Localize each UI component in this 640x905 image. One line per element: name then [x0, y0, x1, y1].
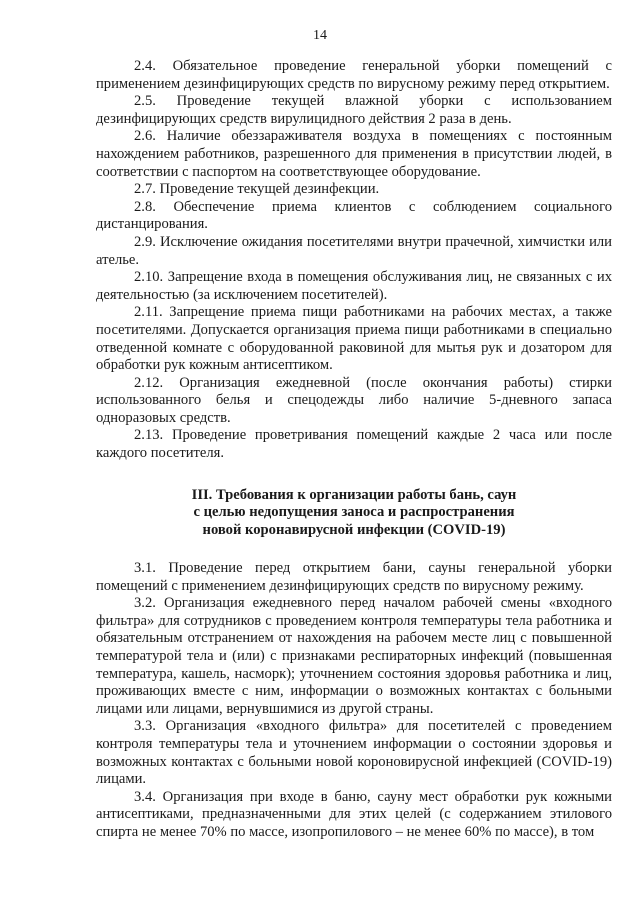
paragraph-2-5: 2.5. Проведение текущей влажной уборки с использованием дезинфицирующих средств вирулицидного действия 2 раза в день. [96, 93, 612, 127]
document-body [96, 58, 612, 842]
section-heading-line-3: новой коронавирусной инфекции (COVID-19) [202, 522, 506, 539]
paragraph-3-1: 3.1. Проведение перед открытием бани, сауны генеральной уборки помещений с применением дезинфицирующих средств по вирусному режиму. [96, 560, 612, 594]
paragraph-2-4: 2.4. Обязательное проведение генеральной уборки помещений с применением дезинфицирующих средств по вирусному режиму перед открытием. [96, 58, 612, 92]
paragraph-2-13: 2.13. Проведение проветривания помещений каждые 2 часа или после каждого посетителя. [96, 427, 612, 462]
section-heading-line-2: с целью недопущения заноса и распространения [193, 504, 515, 521]
section-heading-line-1: III. Требования к организации работы бань, саун [191, 486, 517, 503]
section-heading [96, 487, 612, 540]
paragraph-3-4: 3.4. Организация при входе в баню, сауну мест обработки рук кожными антисептиками, предназначенными для этих целей (с содержанием этилового спирта не менее 70% по массе, изопропилового – не менее 60% по массе), в том [96, 788, 612, 840]
paragraph-3-2: 3.2. Организация ежедневного перед началом рабочей смены «входного фильтра» для сотрудников с проведением контроля температуры тела работника и обязательным отстранением от нахождения на рабочем месте лиц с повышенной температурой тела и (или) с признаками респираторных инфекций (повышенная температура, кашель, насморк); уточнением состояния здоровья работника и лиц, проживающих вместе с ним, информации о возможных контактах с больными лицами или лицами, вернувшимися из другой страны. [96, 595, 612, 717]
paragraph-3-3: 3.3. Организация «входного фильтра» для посетителей с проведением контроля температуры тела и уточнением информации о состоянии здоровья и возможных контактах с больными новой короновирусной инфекцией (COVID-19) лицами. [96, 718, 612, 788]
paragraph-2-6: 2.6. Наличие обеззараживателя воздуха в помещениях с постоянным нахождением работников, разрешенного для применения в присутствии людей, в соответствии с паспортом на соответствующее оборудование. [96, 128, 612, 180]
paragraph-2-11: 2.11. Запрещение приема пищи работниками на рабочих местах, а также посетителями. Допускается организация приема пищи работниками в специально отведенной комнате с оборудованной раковиной для мытья рук и дозатором для обработки рук кожным антисептиком. [96, 304, 612, 374]
paragraph-2-7: 2.7. Проведение текущей дезинфекции. [134, 181, 380, 198]
paragraph-2-10: 2.10. Запрещение входа в помещения обслуживания лиц, не связанных с их деятельностью (за исключением посетителей). [96, 269, 612, 303]
page-number: 14 [313, 28, 327, 43]
paragraph-2-9: 2.9. Исключение ожидания посетителями внутри прачечной, химчистки или ателье. [96, 233, 612, 268]
paragraph-2-12: 2.12. Организация ежедневной (после окончания работы) стирки использованного белья и спецодежды либо наличие 5-дневного запаса одноразовых средств. [96, 374, 612, 426]
paragraph-2-8: 2.8. Обеспечение приема клиентов с соблюдением социального дистанцирования. [96, 198, 612, 233]
